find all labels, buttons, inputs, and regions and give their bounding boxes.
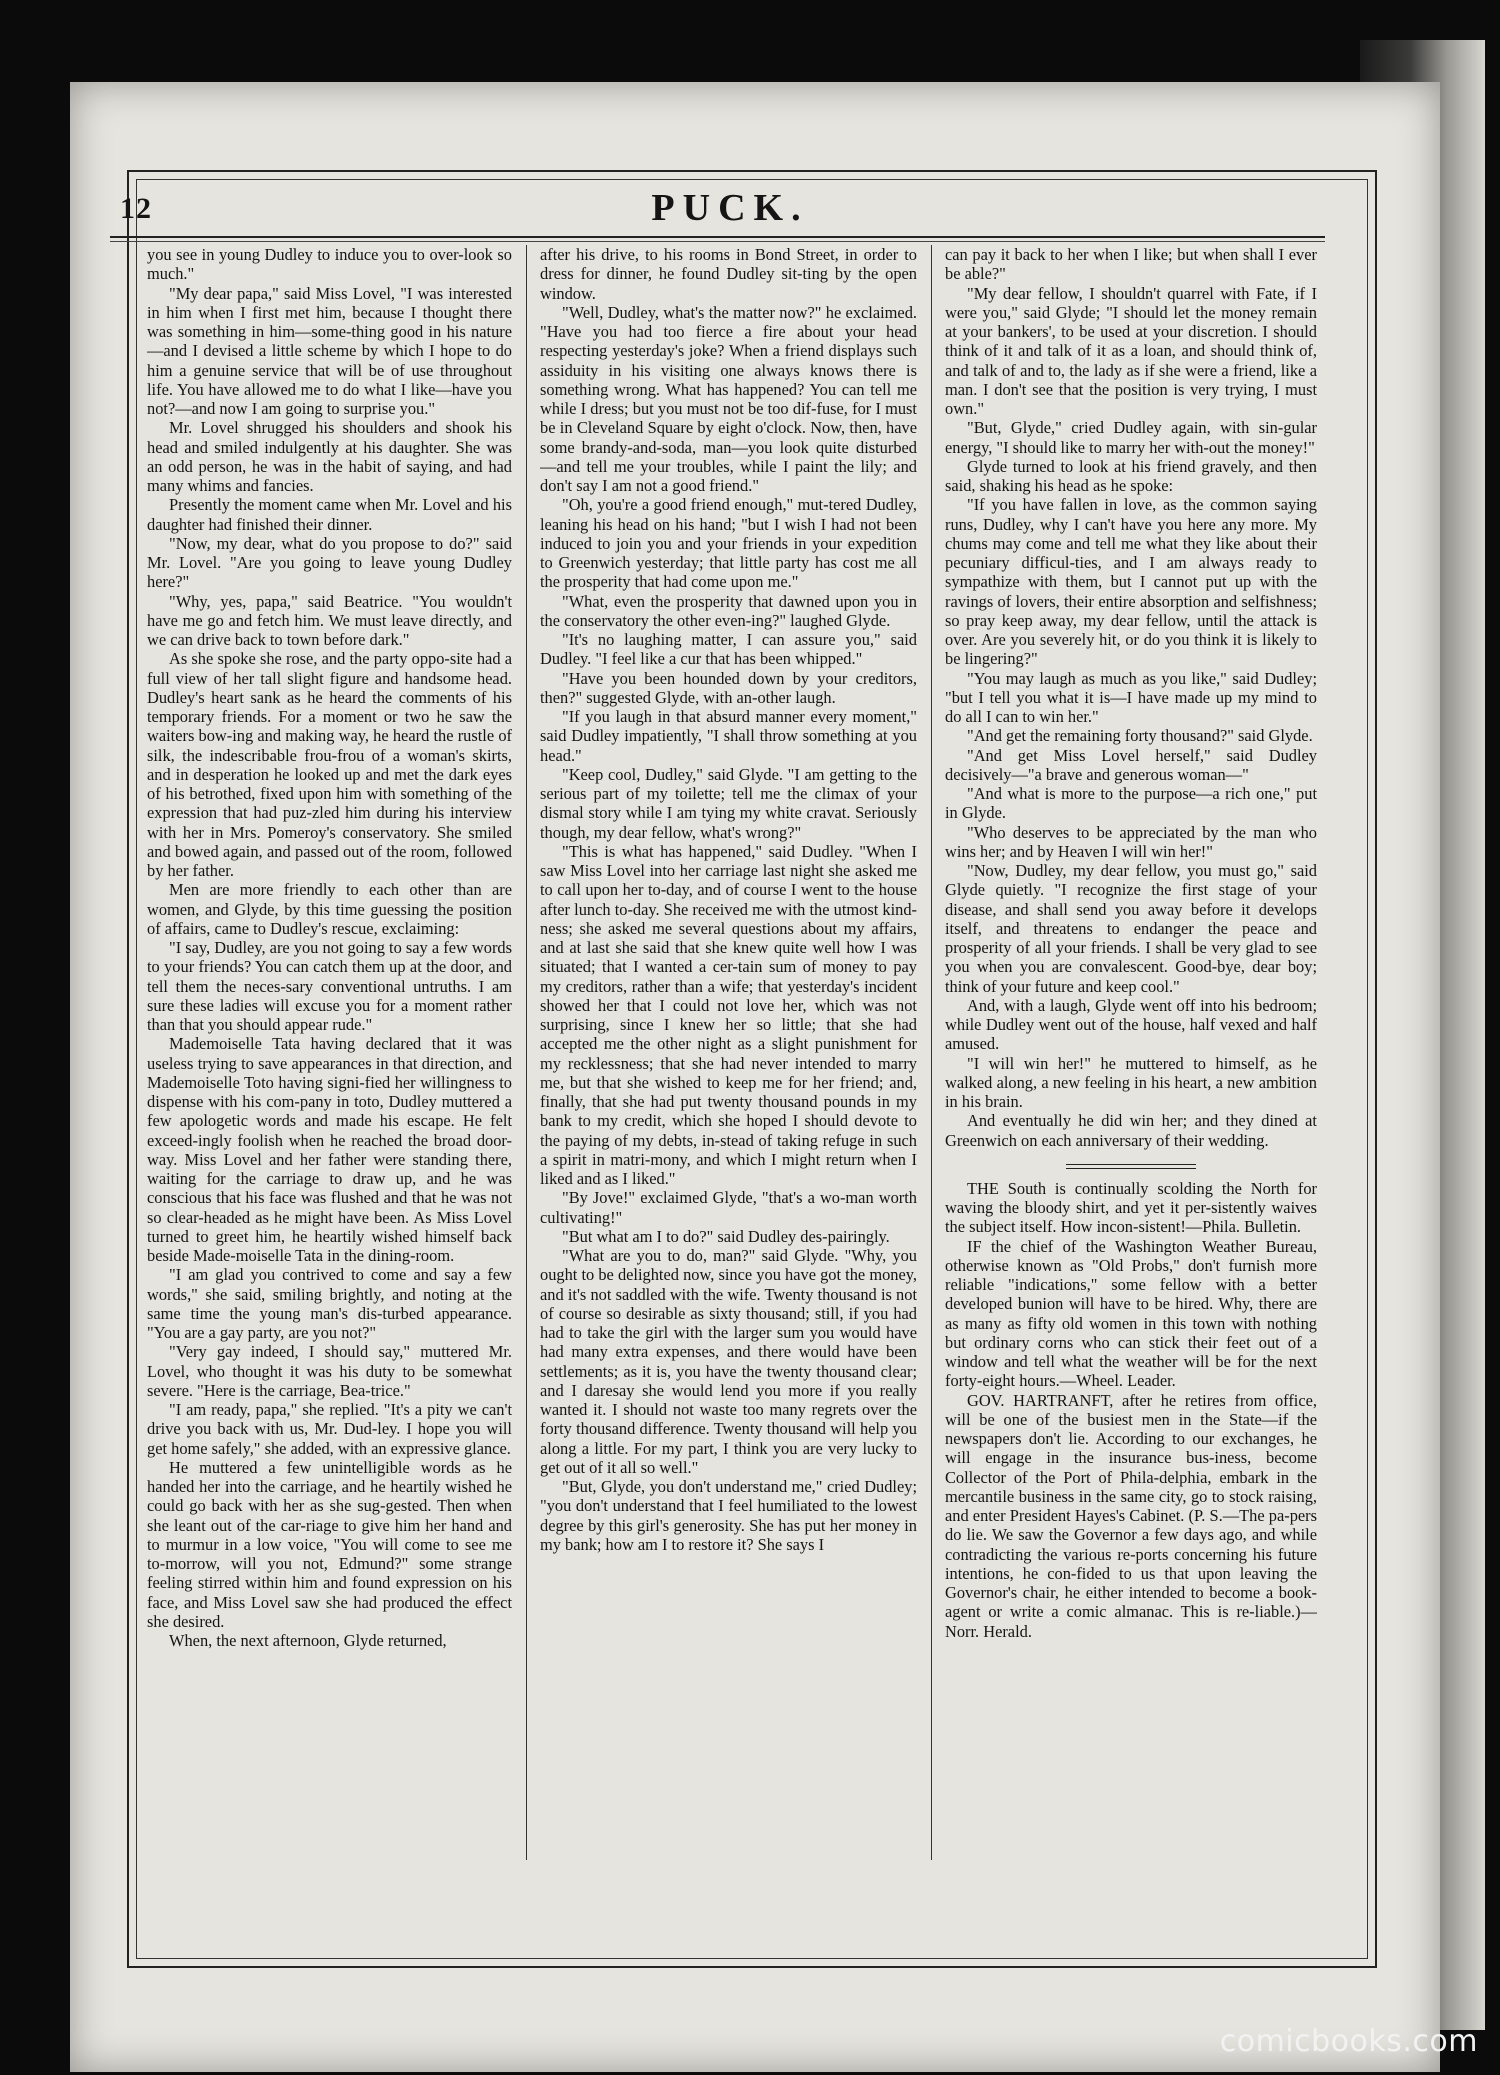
paragraph: "If you have fallen in love, as the common saying runs, Dudley, why I can't have you here any more. My chums may come and tell me what they like about their pecuniary difficul-ties, and I am always ready to sympathize with them, but I cannot put up with the ravings of lovers, their entire absorption and selfishness; so pray keep away, my dear fellow, until the attack is over. Are you severely hit, or do you think it is likely to be lingering?"	[945, 495, 1317, 669]
watermark: comicbooks.com	[1219, 2024, 1478, 2059]
paragraph: GOV. HARTRANFT, after he retires from office, will be one of the busiest men in the State—if the newspapers don't lie. According to our exchanges, he will engage in the insurance bus-iness, become Collector of the Port of Phila-delphia, embark in the mercantile business in the same city, go to stock raising, and enter President Hayes's Cabinet. (P. S.—The pa-pers do lie. We saw the Governor a few days ago, and while contradicting the various re-ports concerning his future intentions, he con-fided to us that upon leaving the Governor's chair, he either intended to become a book-agent or write a comic almanac. This is re-liable.)—Norr. Herald.	[945, 1390, 1317, 1641]
paragraph: "If you laugh in that absurd manner every moment," said Dudley impatiently, "I shall throw something at you head."	[540, 707, 917, 765]
paragraph: "I am glad you contrived to come and say a few words," she said, smiling brightly, and noting at the same time the young man's dis-turbed appearance. "You are a gay party, are you not?"	[147, 1265, 512, 1342]
masthead-title: PUCK.	[651, 187, 809, 229]
paragraph: "Oh, you're a good friend enough," mut-tered Dudley, leaning his head on his hand; "but I wish I had not been induced to join you and your friends in your expedition to Greenwich yesterday; that little party has cost me all the prosperity that had come upon me."	[540, 495, 917, 592]
column-3	[945, 245, 1317, 1860]
paragraph: "Very gay indeed, I should say," muttered Mr. Lovel, who thought it was his duty to be somewhat severe. "Here is the carriage, Bea-trice."	[147, 1342, 512, 1400]
paragraph: "Who deserves to be appreciated by the man who wins her; and by Heaven I will win her!"	[945, 822, 1317, 861]
page-number: 12	[120, 192, 152, 225]
paragraph: "But what am I to do?" said Dudley des-pairingly.	[562, 1226, 890, 1246]
header-rule	[110, 236, 1325, 238]
paragraph: THE South is continually scolding the North for waving the bloody shirt, and yet it per-sistently waives the subject itself. How incon-sistent!—Phila. Bulletin.	[945, 1178, 1317, 1237]
paragraph: Men are more friendly to each other than are women, and Glyde, by this time guessing the position of affairs, came to Dudley's rescue, exclaiming:	[147, 880, 512, 938]
section-rule	[1066, 1164, 1196, 1165]
paragraph: you see in young Dudley to induce you to over-look so much."	[147, 245, 512, 284]
paragraph: As she spoke she rose, and the party oppo-site had a full view of her tall slight figure and handsome head. Dudley's heart sank as he heard the comments of his temporary friends. For a moment or two he saw the waiters bow-ing and making way, he heard the rustle of silk, the indescribable frou-frou of a woman's skirts, and in desperation he looked up and met the dark eyes of his betrothed, fixed upon him with something of the expression that had puz-zled him during his interview with her in Mrs. Pomeroy's conservatory. She smiled and bowed again, and passed out of the room, followed by her father.	[147, 649, 512, 880]
paragraph: "This is what has happened," said Dudley. "When I saw Miss Lovel into her carriage last night she asked me to call upon her to-day, and of course I went to the house after lunch to-day. She received me with the utmost kind-ness; she asked me several questions about my affairs, and at last she said that she knew quite well how I was situated; that I wanted a cer-tain sum of money to pay my creditors, rather than a wife; that yesterday's incident showed her that I could not love her, which was not surprising, since I knew her so little; that she had accepted me the other night as a slight punishment for my recklessness; that she had never intended to marry me, but that she wished to keep me for her friend; and, finally, that she had put twenty thousand pounds in my bank to my credit, which she hoped I should devote to the paying of my debts, in-stead of taking refuge in such a spirit in matri-mony, and which I might return when I liked and as I liked."	[540, 841, 917, 1188]
paragraph: can pay it back to her when I like; but when shall I ever be able?"	[945, 245, 1317, 284]
paragraph: "I am ready, papa," she replied. "It's a pity we can't drive you back with us, Mr. Dud-ley. I hope you will get home safely," she added, with an expressive glance.	[147, 1400, 512, 1458]
paragraph: "Why, yes, papa," said Beatrice. "You wouldn't have me go and fetch him. We must leave directly, and we can drive back to town before dark."	[147, 591, 512, 649]
paragraph: "But, Glyde, you don't understand me," cried Dudley; "you don't understand that I feel humiliated to the lowest degree by this girl's generosity. She has put her money in my bank; how am I to restore it? She says I	[540, 1477, 917, 1554]
paragraph: "But, Glyde," cried Dudley again, with sin-gular energy, "I should like to marry her with-out the money!"	[945, 418, 1317, 457]
paragraph: When, the next afternoon, Glyde returned,	[169, 1631, 447, 1650]
paragraph: "And get the remaining forty thousand?" said Glyde.	[967, 726, 1313, 746]
paragraph: And, with a laugh, Glyde went off into his bedroom; while Dudley went out of the house, half vexed and half amused.	[945, 995, 1317, 1054]
paragraph: "I will win her!" he muttered to himself, as he walked along, a new feeling in his heart, a new ambition in his brain.	[945, 1053, 1317, 1111]
paragraph: "Now, Dudley, my dear fellow, you must go," said Glyde quietly. "I recognize the first stage of your disease, and shall send you away before it develops itself, and threatens to endanger the peace and prosperity of all your friends. I shall be very glad to see you when you are convalescent. Good-bye, dear boy; think of your future and keep cool."	[945, 861, 1317, 996]
paragraph: And eventually he did win her; and they dined at Greenwich on each anniversary of their wedding.	[945, 1111, 1317, 1150]
paragraph: He muttered a few unintelligible words as he handed her into the carriage, and he heartily wished he could go back with her as she sug-gested. Then when she leant out of the car-riage to give him her hand and to murmur in a low voice, "You will come to see me to-morrow, will you not, Edmund?" some strange feeling stirred within him and found expression on his face, and Miss Lovel saw she had produced the effect she desired.	[147, 1457, 512, 1631]
paragraph: "I say, Dudley, are you not going to say a few words to your friends? You can catch them up at the door, and tell them the neces-sary conventional untruths. I am sure these ladies will excuse you for a moment rather than that you should appear rude."	[147, 938, 512, 1034]
paragraph: "My dear papa," said Miss Lovel, "I was interested in him when I first met him, because I thought there was something in him—some-thing good in his nature—and I devised a little scheme by which I hope to do him a genuine service that will be of use throughout life. You have allowed me to do what I like—have you not?—and now I am going to surprise you."	[147, 283, 512, 418]
text-columns	[112, 245, 1327, 1860]
column-2	[540, 245, 917, 1860]
paragraph: "Keep cool, Dudley," said Glyde. "I am getting to the serious part of my toilette; tell me the climax of your dismal story while I am tying my white cravat. Seriously though, my dear fellow, what's wrong?"	[540, 764, 917, 842]
paragraph: "Have you been hounded down by your creditors, then?" suggested Glyde, with an-other laugh.	[540, 668, 917, 707]
paragraph: Glyde turned to look at his friend gravely, and then said, shaking his head as he spoke:	[945, 456, 1317, 495]
paragraph: "By Jove!" exclaimed Glyde, "that's a wo-man worth cultivating!"	[540, 1188, 917, 1227]
column-1	[147, 245, 512, 1860]
column-divider	[526, 245, 527, 1860]
paragraph: Mademoiselle Tata having declared that it was useless trying to save appearances in that direction, and Mademoiselle Toto having signi-fied her willingness to dispense with his com-pany in toto, Dudley muttered a few apologetic words and made his escape. He felt exceed-ingly foolish when he reached the broad door-way. Miss Lovel and her father were standing there, waiting for the carriage to draw up, and he was conscious that his face was flushed and that he was not so clear-headed as he might have been. As Miss Lovel turned to greet him, he heartily wished himself back beside Made-moiselle Tata in the dining-room.	[147, 1034, 512, 1265]
header-rule-thin	[110, 241, 1325, 242]
paragraph: "What are you to do, man?" said Glyde. "Why, you ought to be delighted now, since you have got the money, and it's not saddled with the wife. Twenty thousand is not of course so desirable as sixty thousand; still, if you had had to take the girl with the larger sum you would have had many extra expenses, and there would have been settlements; as it is, you have the twenty thousand clear; and I daresay she would lend you more if you really wanted it. I should not waste too many regrets over the forty thousand difference. Twenty thousand will help you along a little. For my part, I think you are very lucky to get out of it all so well."	[540, 1246, 917, 1477]
paragraph: "Well, Dudley, what's the matter now?" he exclaimed. "Have you had too fierce a fire about your head respecting yesterday's joke? When a friend displays such assiduity in his visiting one always knows there is something wrong. What has happened? You can tell me while I dress; but you must not be too dif-fuse, for I must be in Cleveland Square by eight o'clock. Now, then, have some brandy-and-soda, man—you look quite disturbed—and tell me your troubles, while I paint the lily; and don't say I am not a good friend."	[540, 302, 917, 495]
paragraph: "My dear fellow, I shouldn't quarrel with Fate, if I were you," said Glyde; "I should let the money remain at your bankers', to be used at your discretion. I should think of it and talk of it as a loan, and should think of, and talk of and to, the lady as if she were a friend, like a man. I don't see that the position is very trying, I must own."	[945, 283, 1317, 418]
paragraph: IF the chief of the Washington Weather Bureau, otherwise known as "Old Probs," don't furnish more reliable "indications," some fellow with a better developed bunion will have to be hired. Why, there are as many as fifty old women in this town with nothing but ordinary corns who can stick their feet out of a window and tell what the weather will be for the next forty-eight hours.—Wheel. Leader.	[945, 1236, 1317, 1391]
column-divider	[931, 245, 932, 1860]
paragraph: "Now, my dear, what do you propose to do?" said Mr. Lovel. "Are you going to leave young Dudley here?"	[147, 533, 512, 592]
paragraph: "You may laugh as much as you like," said Dudley; "but I tell you what it is—I have made up my mind to do all I can to win her."	[945, 668, 1317, 726]
paragraph: "It's no laughing matter, I can assure you," said Dudley. "I feel like a cur that has been whipped."	[540, 630, 917, 669]
paragraph: "What, even the prosperity that dawned upon you in the conservatory the other even-ing?" laughed Glyde.	[540, 591, 917, 630]
paragraph: after his drive, to his rooms in Bond Street, in order to dress for dinner, he found Dudley sit-ting by the open window.	[540, 245, 917, 303]
paragraph: Mr. Lovel shrugged his shoulders and shook his head and smiled indulgently at his daughter. She was an odd person, he was in the habit of saying, and had many whims and fancies.	[147, 418, 512, 495]
paragraph: "And what is more to the purpose—a rich one," put in Glyde.	[945, 784, 1317, 823]
paragraph: Presently the moment came when Mr. Lovel and his daughter had finished their dinner.	[147, 495, 512, 534]
paragraph: "And get Miss Lovel herself," said Dudley decisively—"a brave and generous woman—"	[945, 745, 1317, 784]
